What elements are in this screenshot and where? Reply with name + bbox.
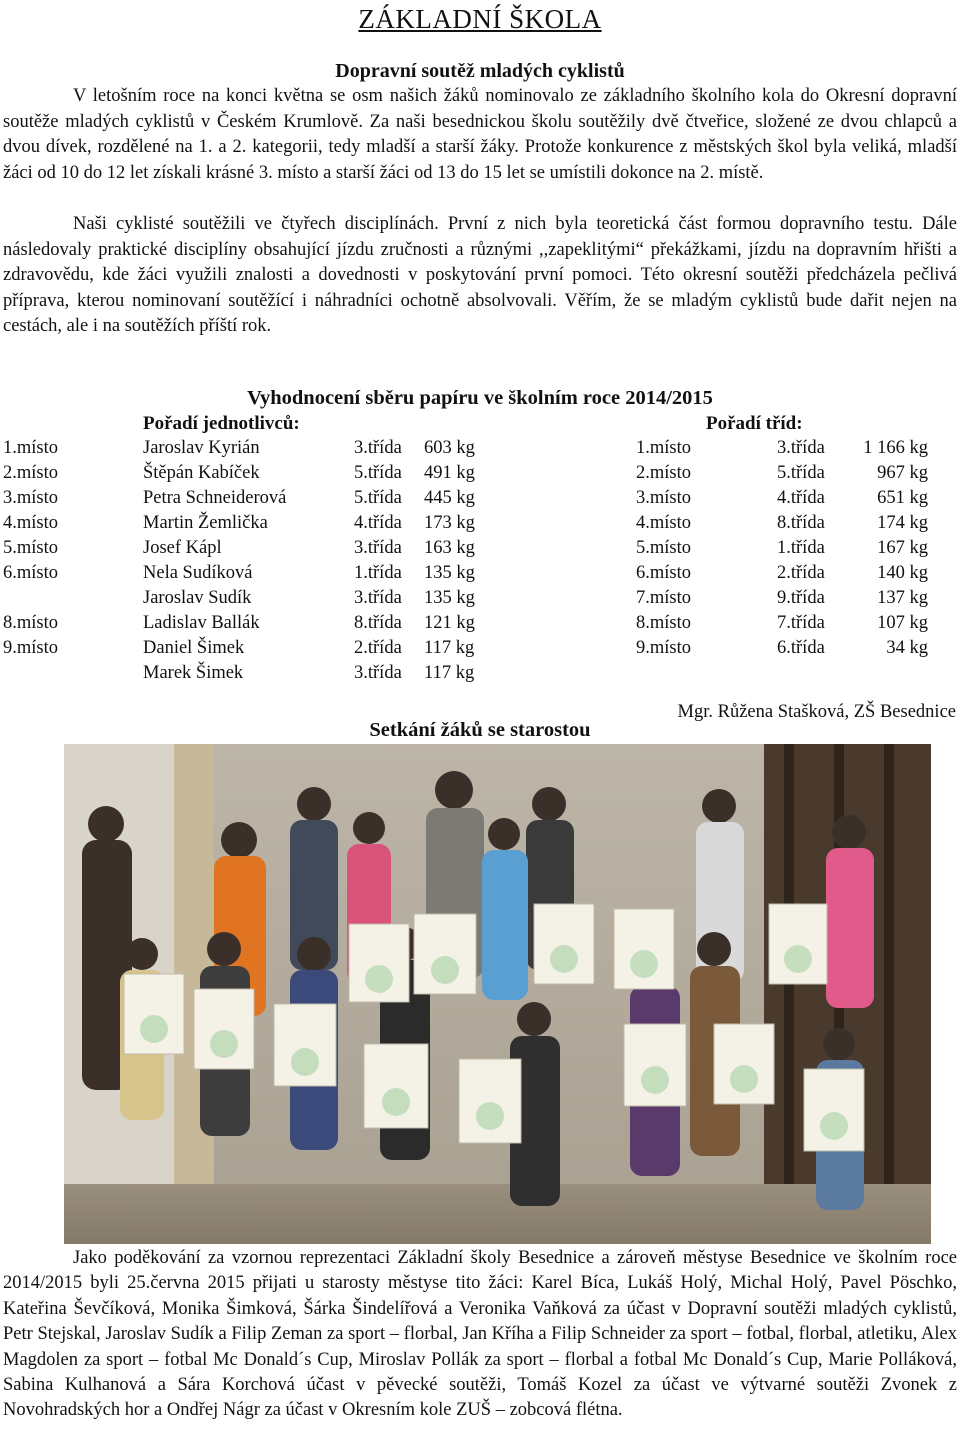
ranking-row xyxy=(0,663,960,688)
cycling-paragraph-1: V letošním roce na konci května se osm našich žáků nominovalo ze základního školního kola do Okresní dopravní soutěže mladých cyklistů v Českém Krumlově. Za naši besednickou školu soutěžily dvě čtveřice, složené ze dvou chlapců a dvou dívek, rozdělené na 1. a 2. kategorii, tedy mladší a starší žáky. Protože konkurence z městských škol byla veliká, mladší žáci od 10 do 12 let získali krásné 3. místo a starší žáci od 13 do 15 let se umístili dokonce na 2. místě. xyxy=(3,86,957,183)
individual-place: 4.místo xyxy=(3,513,58,533)
individual-place: 9.místo xyxy=(3,638,58,658)
individual-weight: 173 kg xyxy=(424,513,475,533)
individual-ranking-header: Pořadí jednotlivců: xyxy=(143,413,300,434)
class-weight: 1 166 kg xyxy=(863,438,928,458)
individual-name: Daniel Šimek xyxy=(143,638,245,658)
individual-weight: 121 kg xyxy=(424,613,475,633)
paper-collection-heading: Vyhodnocení sběru papíru ve školním roce 2014/2015 xyxy=(247,387,713,409)
individual-name: Štěpán Kabíček xyxy=(143,463,260,483)
individual-weight: 117 kg xyxy=(424,638,475,658)
page-title: ZÁKLADNÍ ŠKOLA xyxy=(358,4,602,34)
class-weight: 967 kg xyxy=(877,463,928,483)
meeting-paragraph: Jako poděkování za vzornou reprezentaci Základní školy Besednice a zároveň městyse Besednice ve školním roce 2014/2015 byli 25.června 2015 přijati u starosty městyse tito žáci: Karel Bíca, Lukáš Holý, Michal Holý, Pavel Pöschko, Kateřina Ševčíková, Monika Šimková, Šárka Šindelířová a Veronika Vaňková za účast v Dopravní soutěži mladých cyklistů, Petr Stejskal, Jaroslav Sudík a Filip Zeman za sport – florbal, Jan Kříha a Filip Schneider za sport – fotbal, florbal, atletiku, Alex Magdolen za sport – fotbal Mc Donald´s Cup, Miroslav Pollák za sport – florbal a fotbal Mc Donald´s Cup, Marie Polláková, Sabina Kulhanová a Sára Korchová účast v pěvecké soutěži, Tomáš Kozel za účast ve výtvarné soutěži Zvonek z Novohradských hor a Ondřej Nágr za účast v Okresním kole ZUŠ – zobcová flétna. xyxy=(3,1248,957,1421)
ranking-row xyxy=(0,538,960,563)
class-weight: 34 kg xyxy=(886,638,928,658)
cycling-paragraph-2: Naši cyklisté soutěžili ve čtyřech disciplínách. První z nich byla teoretická část formou dopravního testu. Dále následovaly praktické disciplíny obsahující jízdu zručnosti a různými ,,zapeklitými“ překážkami, jízdu na dopravním hřišti a zdravovědu, kde žáci využili znalosti a dovednosti v poskytování první pomoci. Této okresní soutěži předcházela pečlivá příprava, kterou nominovaní soutěžící i náhradníci ochotně absolvovali. Věřím, že se mladým cyklistů bude dařit nejen na cestách, ale i na soutěžích příští rok. xyxy=(3,214,957,337)
class-place: 4.místo xyxy=(636,513,691,533)
individual-class: 3.třída xyxy=(354,663,402,683)
individual-class: 1.třída xyxy=(354,563,402,583)
ranking-row xyxy=(0,588,960,613)
individual-weight: 603 kg xyxy=(424,438,475,458)
class-place: 5.místo xyxy=(636,538,691,558)
individual-place: 5.místo xyxy=(3,538,58,558)
class-place: 8.místo xyxy=(636,613,691,633)
individual-place: 8.místo xyxy=(3,613,58,633)
cycling-heading: Dopravní soutěž mladých cyklistů xyxy=(335,60,625,82)
ranking-row xyxy=(0,438,960,463)
class-name: 8.třída xyxy=(777,513,825,533)
individual-name: Nela Sudíková xyxy=(143,563,253,583)
class-name: 1.třída xyxy=(777,538,825,558)
class-name: 3.třída xyxy=(777,438,825,458)
ranking-row xyxy=(0,613,960,638)
individual-weight: 135 kg xyxy=(424,588,475,608)
individual-weight: 163 kg xyxy=(424,538,475,558)
individual-class: 3.třída xyxy=(354,438,402,458)
individual-name: Jaroslav Kyrián xyxy=(143,438,260,458)
class-name: 2.třída xyxy=(777,563,825,583)
class-place: 3.místo xyxy=(636,488,691,508)
class-weight: 174 kg xyxy=(877,513,928,533)
class-name: 7.třída xyxy=(777,613,825,633)
class-name: 5.třída xyxy=(777,463,825,483)
class-weight: 107 kg xyxy=(877,613,928,633)
individual-place: 2.místo xyxy=(3,463,58,483)
individual-name: Jaroslav Sudík xyxy=(143,588,252,608)
class-ranking-header: Pořadí tříd: xyxy=(706,413,803,434)
individual-class: 3.třída xyxy=(354,538,402,558)
class-weight: 167 kg xyxy=(877,538,928,558)
meeting-heading: Setkání žáků se starostou xyxy=(369,719,591,741)
individual-weight: 445 kg xyxy=(424,488,475,508)
class-place: 2.místo xyxy=(636,463,691,483)
individual-place: 6.místo xyxy=(3,563,58,583)
individual-name: Josef Kápl xyxy=(143,538,222,558)
class-place: 7.místo xyxy=(636,588,691,608)
individual-place: 1.místo xyxy=(3,438,58,458)
ranking-row xyxy=(0,488,960,513)
individual-class: 5.třída xyxy=(354,463,402,483)
group-photo xyxy=(64,744,931,1244)
class-name: 9.třída xyxy=(777,588,825,608)
individual-class: 2.třída xyxy=(354,638,402,658)
class-place: 9.místo xyxy=(636,638,691,658)
individual-name: Martin Žemlička xyxy=(143,513,268,533)
signature: Mgr. Růžena Stašková, ZŠ Besednice xyxy=(677,702,956,722)
ranking-row xyxy=(0,513,960,538)
individual-place: 3.místo xyxy=(3,488,58,508)
ranking-row xyxy=(0,463,960,488)
individual-class: 5.třída xyxy=(354,488,402,508)
class-weight: 140 kg xyxy=(877,563,928,583)
individual-name: Ladislav Ballák xyxy=(143,613,260,633)
class-weight: 137 kg xyxy=(877,588,928,608)
class-place: 6.místo xyxy=(636,563,691,583)
group-photo-illustration xyxy=(64,744,931,1244)
class-weight: 651 kg xyxy=(877,488,928,508)
individual-class: 4.třída xyxy=(354,513,402,533)
individual-class: 3.třída xyxy=(354,588,402,608)
class-place: 1.místo xyxy=(636,438,691,458)
individual-weight: 491 kg xyxy=(424,463,475,483)
class-name: 4.třída xyxy=(777,488,825,508)
individual-name: Marek Šimek xyxy=(143,663,244,683)
individual-weight: 135 kg xyxy=(424,563,475,583)
class-name: 6.třída xyxy=(777,638,825,658)
ranking-row xyxy=(0,563,960,588)
individual-class: 8.třída xyxy=(354,613,402,633)
individual-weight: 117 kg xyxy=(424,663,475,683)
individual-name: Petra Schneiderová xyxy=(143,488,287,508)
ranking-row xyxy=(0,638,960,663)
